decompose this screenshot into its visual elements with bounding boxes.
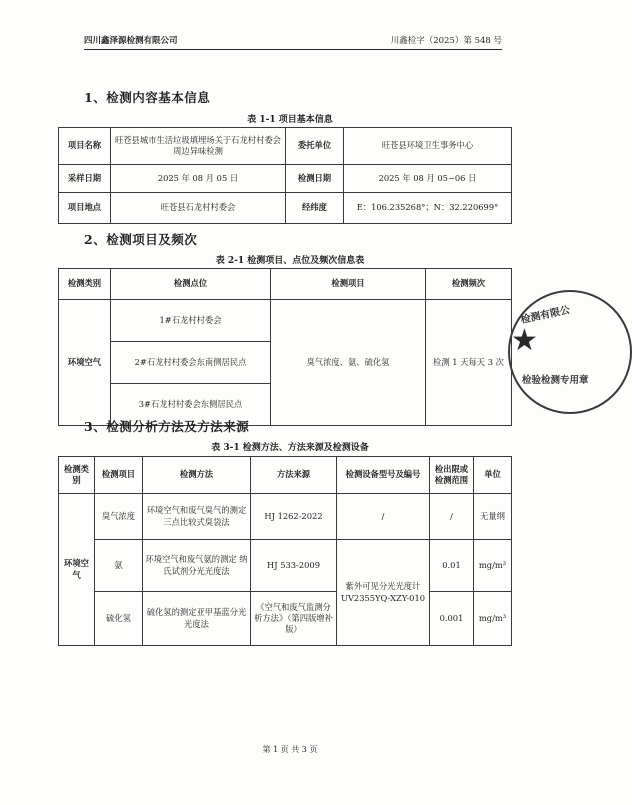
unit-cell: mg/m³: [474, 592, 512, 646]
table-row: [59, 300, 512, 342]
project-name-value: 旺苍县城市生活垃圾填埋场关于石龙村村委会周边异味检测: [111, 128, 286, 165]
limit-cell: 0.001: [430, 592, 474, 646]
table-row: [59, 592, 512, 646]
col-header-point: 检测点位: [111, 269, 271, 300]
table-1-1-caption: 表 1-1 项目基本信息: [247, 115, 333, 125]
col-header-device: 检测设备型号及编号: [337, 457, 430, 494]
limit-cell: 0.01: [430, 540, 474, 592]
project-location-label: 项目地点: [59, 193, 111, 224]
category-cell: 环境空气: [59, 494, 95, 646]
coordinates-value: E：106.235268°；N：32.220699°: [344, 193, 512, 224]
unit-cell: 无量纲: [474, 494, 512, 540]
method-cell: 硫化氢的测定亚甲基蓝分光光度法: [143, 592, 251, 646]
method-cell: 环境空气和废气氨的测定 纳氏试剂分光光度法: [143, 540, 251, 592]
table-2-1-caption: 表 2-1 检测项目、点位及频次信息表: [215, 256, 365, 266]
project-name-label: 项目名称: [59, 128, 111, 165]
table-row: [59, 494, 512, 540]
sampling-date-value: 2025 年 08 月 05 日: [111, 165, 286, 193]
project-location-value: 旺苍县石龙村村委会: [111, 193, 286, 224]
item-cell: 硫化氢: [95, 592, 143, 646]
test-date-value: 2025 年 08 月 05~06 日: [344, 165, 512, 193]
category-cell: 环境空气: [59, 300, 111, 426]
device-cell: /: [337, 494, 430, 540]
point-cell: 2#石龙村村委会东南侧居民点: [111, 342, 271, 384]
report-number: 川鑫检字（2025）第 548 号: [390, 36, 502, 46]
col-header-unit: 单位: [474, 457, 512, 494]
page-header: [84, 34, 502, 50]
company-name: 四川鑫泽源检测有限公司: [84, 36, 178, 46]
col-header-frequency: 检测频次: [426, 269, 512, 300]
table-header-row: [59, 457, 512, 494]
col-header-limit: 检出限或检测范围: [430, 457, 474, 494]
method-cell: 环境空气和废气臭气的测定 三点比较式臭袋法: [143, 494, 251, 540]
stamp-text-top: 检测有限公: [519, 304, 572, 327]
point-cell: 1#石龙村村委会: [111, 300, 271, 342]
table-row: [59, 540, 512, 592]
col-header-item: 检测项目: [95, 457, 143, 494]
client-label: 委托单位: [286, 128, 344, 165]
section-1-title: 1、检测内容基本信息: [84, 90, 211, 105]
table-header-row: [59, 269, 512, 300]
stamp-star-icon: ★: [511, 323, 538, 358]
methods-table: [58, 456, 512, 646]
col-header-source: 方法来源: [251, 457, 337, 494]
stamp-text-bottom: 检验检测专用章: [522, 375, 589, 386]
table-row: [59, 193, 512, 224]
col-header-method: 检测方法: [143, 457, 251, 494]
coordinates-label: 经纬度: [286, 193, 344, 224]
sampling-date-label: 采样日期: [59, 165, 111, 193]
client-value: 旺苍县环境卫生事务中心: [344, 128, 512, 165]
table-3-1-caption: 表 3-1 检测方法、方法来源及检测设备: [211, 443, 369, 453]
frequency-cell: 检测 1 天每天 3 次: [426, 300, 512, 426]
header-rule: [84, 49, 502, 50]
col-header-category: 检测类别: [59, 269, 111, 300]
limit-cell: /: [430, 494, 474, 540]
col-header-item: 检测项目: [271, 269, 426, 300]
source-cell: HJ 1262-2022: [251, 494, 337, 540]
test-items-table: [58, 268, 512, 426]
source-cell: 《空气和废气监测分析方法》（第四版增补版）: [251, 592, 337, 646]
table-row: [59, 128, 512, 165]
project-info-table: [58, 127, 512, 224]
col-header-category: 检测类别: [59, 457, 95, 494]
point-cell: 3#石龙村村委会东侧居民点: [111, 384, 271, 426]
table-row: [59, 165, 512, 193]
item-cell: 氨: [95, 540, 143, 592]
page-number: 第 1 页 共 3 页: [262, 745, 318, 754]
section-3-title: 3、检测分析方法及方法来源: [84, 419, 250, 434]
shared-device-cell: 紫外可见分光光度计UV2355YQ-XZY-010: [337, 540, 430, 646]
test-date-label: 检测日期: [286, 165, 344, 193]
items-cell: 臭气浓度、氨、硫化氢: [271, 300, 426, 426]
source-cell: HJ 533-2009: [251, 540, 337, 592]
item-cell: 臭气浓度: [95, 494, 143, 540]
unit-cell: mg/m³: [474, 540, 512, 592]
section-2-title: 2、检测项目及频次: [84, 232, 198, 247]
